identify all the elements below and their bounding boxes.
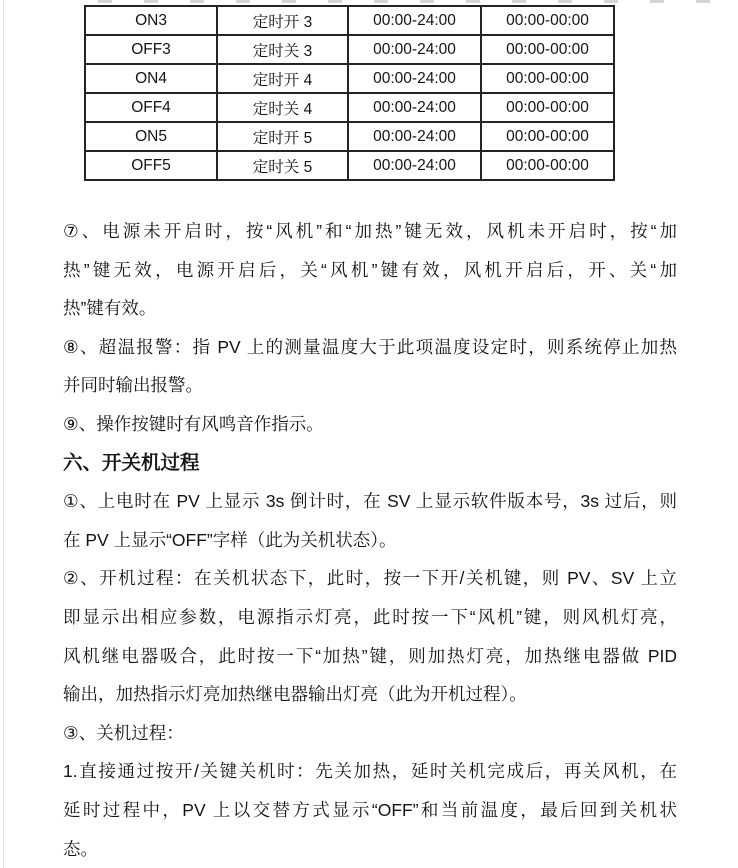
paragraph-line: ⑨、操作按键时有风鸣音作指示。 bbox=[63, 413, 324, 434]
cell-label: 定时关 3 bbox=[217, 35, 348, 64]
cell-range: 00:00-24:00 bbox=[348, 64, 481, 93]
cell-code: ON5 bbox=[85, 122, 217, 151]
cell-value: 00:00-00:00 bbox=[481, 6, 614, 35]
page-left-edge bbox=[3, 0, 4, 868]
cell-range: 00:00-24:00 bbox=[348, 151, 481, 180]
document-body bbox=[63, 212, 677, 868]
paragraph-line: ⑦、电源未开启时，按“风机”和“加热”键无效，风机未开启时，按“加 bbox=[63, 221, 677, 241]
section-heading-power-process: 六、开关机过程 bbox=[63, 451, 200, 474]
cell-code: OFF3 bbox=[85, 35, 217, 64]
paragraph-line: 即显示出相应参数，电源指示灯亮，此时按一下“风机”键，则风机灯亮， bbox=[63, 606, 677, 627]
table-row bbox=[85, 93, 614, 122]
paragraph-line: 并同时输出报警。 bbox=[63, 375, 203, 396]
cell-label: 定时开 4 bbox=[217, 64, 348, 93]
paragraph-1-power-on-display bbox=[63, 482, 677, 559]
paragraph-9-key-beep bbox=[63, 405, 677, 444]
paragraph-line: 1.直接通过按开/关键关机时：先关加热，延时关机完成后，再关风机，在 bbox=[63, 761, 677, 782]
cell-label: 定时关 4 bbox=[217, 93, 348, 122]
cell-range: 00:00-24:00 bbox=[348, 122, 481, 151]
paragraph-line: 在 PV 上显示“OFF”字样（此为关机状态）。 bbox=[63, 529, 397, 550]
table-row bbox=[85, 151, 614, 180]
table-row bbox=[85, 64, 614, 93]
cell-label: 定时开 3 bbox=[217, 6, 348, 35]
cell-value: 00:00-00:00 bbox=[481, 93, 614, 122]
cell-value: 00:00-00:00 bbox=[481, 122, 614, 151]
paragraph-3-shutdown-process bbox=[63, 714, 677, 753]
cropped-row-artifact bbox=[98, 0, 710, 3]
cell-value: 00:00-00:00 bbox=[481, 151, 614, 180]
paragraph-7-key-behavior bbox=[63, 212, 677, 328]
table-row bbox=[85, 122, 614, 151]
paragraph-shutdown-item-1 bbox=[63, 752, 677, 868]
paragraph-line: 风机继电器吸合，此时按一下“加热”键，则加热灯亮，加热继电器做 PID bbox=[63, 645, 677, 666]
paragraph-line: 延时过程中，PV 上以交替方式显示“OFF”和当前温度，最后回到关机状 bbox=[63, 799, 677, 820]
table-row bbox=[85, 35, 614, 64]
paragraph-line: 输出，加热指示灯亮加热继电器输出灯亮（此为开机过程）。 bbox=[63, 684, 527, 705]
paragraph-8-overtemp-alarm bbox=[63, 328, 677, 405]
paragraph-line: 热”键有效。 bbox=[63, 298, 157, 319]
cell-range: 00:00-24:00 bbox=[348, 35, 481, 64]
cell-code: OFF4 bbox=[85, 93, 217, 122]
cell-value: 00:00-00:00 bbox=[481, 64, 614, 93]
paragraph-line: ①、上电时在 PV 上显示 3s 倒计时，在 SV 上显示软件版本号，3s 过后，则 bbox=[63, 491, 677, 512]
cell-value: 00:00-00:00 bbox=[481, 35, 614, 64]
cell-range: 00:00-24:00 bbox=[348, 93, 481, 122]
cell-code: ON4 bbox=[85, 64, 217, 93]
cell-range: 00:00-24:00 bbox=[348, 6, 481, 35]
timer-settings-table bbox=[84, 5, 615, 181]
paragraph-line: 态。 bbox=[63, 838, 98, 859]
cell-code: OFF5 bbox=[85, 151, 217, 180]
paragraph-line: ③、关机过程： bbox=[63, 722, 184, 743]
cell-label: 定时开 5 bbox=[217, 122, 348, 151]
paragraph-line: 热”键无效，电源开启后，关“风机”键有效，风机开启后，开、关“加 bbox=[63, 259, 677, 280]
table-row bbox=[85, 6, 614, 35]
paragraph-2-startup-process bbox=[63, 559, 677, 713]
paragraph-line: ②、开机过程：在关机状态下，此时，按一下开/关机键，则 PV、SV 上立 bbox=[63, 568, 677, 589]
cell-label: 定时关 5 bbox=[217, 151, 348, 180]
cell-code: ON3 bbox=[85, 6, 217, 35]
paragraph-line: ⑧、超温报警：指 PV 上的测量温度大于此项温度设定时，则系统停止加热 bbox=[63, 336, 677, 357]
